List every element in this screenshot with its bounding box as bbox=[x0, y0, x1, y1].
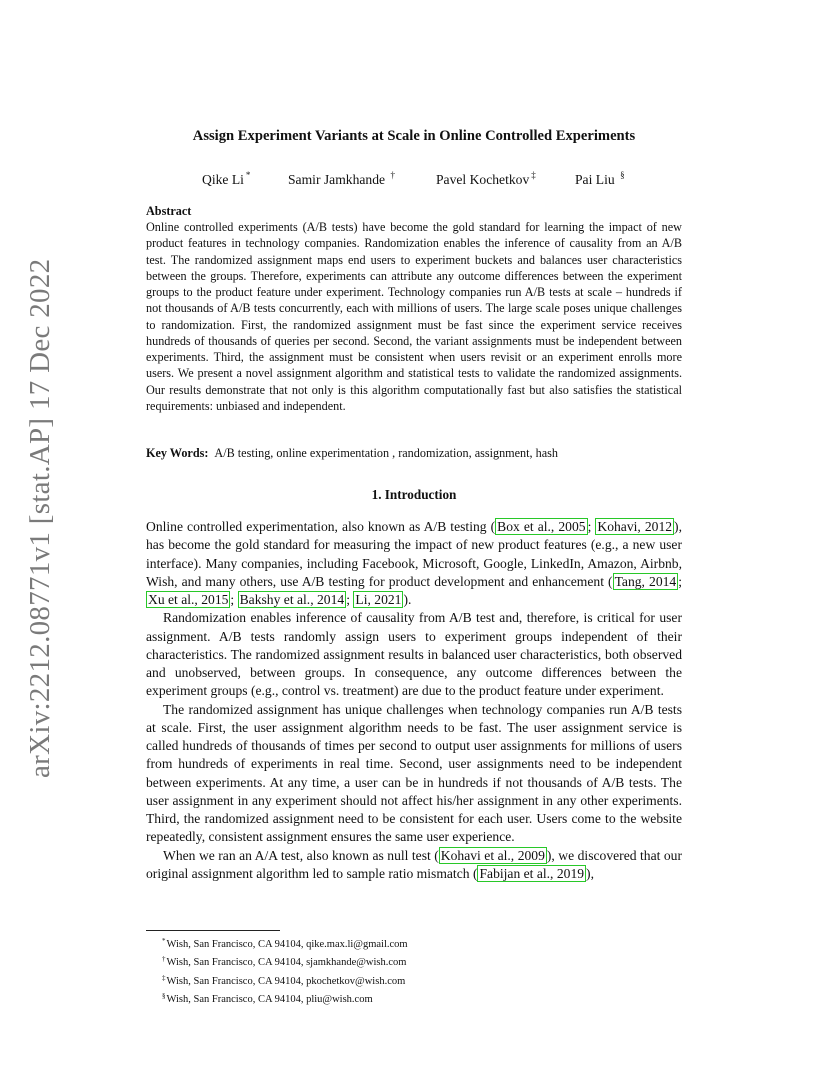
keywords-line bbox=[146, 446, 682, 461]
author-samir-jamkhande: Samir Jamkhande † bbox=[288, 170, 395, 187]
citation-link[interactable]: Kohavi et al., 2009 bbox=[440, 847, 545, 863]
arxiv-identifier-stamp: arXiv:2212.08771v1 [stat.AP] 17 Dec 2022 bbox=[24, 258, 56, 778]
author-pai-liu: Pai Liu § bbox=[575, 170, 625, 187]
paragraph-2: Randomization enables inference of causality from A/B test and, therefore, is critical for user assignment. A/B tests randomly assign users to experiment groups independent of their characteristics. The randomized assignment results in balanced user characteristics, both observed and unobserved, between groups. In consequence, any outcome differences between the experiment groups (e.g., control vs. treatment) are due to the product feature under experiment. bbox=[146, 610, 682, 699]
introduction-body bbox=[146, 518, 682, 883]
author-list bbox=[146, 170, 682, 190]
abstract-text: Online controlled experiments (A/B tests) have become the gold standard for learning the impact of new product features in technology companies. Randomization enables the inference of causality from an A/B test. The randomized assignment maps end users to experiment buckets and balances user characteristics between the groups. Therefore, experiments can attribute any outcome differences between the experiment groups to the product feature under experiment. Technology companies run A/B tests at scale – hundreds if not thousands of A/B tests concurrently, each with millions of users. The large scale poses unique challenges to randomization. First, the randomized assignment must be fast since the experiment service receives hundreds of thousands of queries per second. Second, the variant assignments must be independent between experiments. Third, the assignment must be consistent when users revisit or an experiment enrolls more users. We present a novel assignment algorithm and statistical tests to validate the randomized assignments. Our results demonstrate that not only is this algorithm computationally fast but also satisfies the statistical requirements: unbiased and independent. bbox=[146, 220, 682, 413]
footnotes bbox=[162, 934, 408, 1008]
citation-link[interactable]: Kohavi, 2012 bbox=[597, 519, 673, 534]
citation-link[interactable]: Li, 2021 bbox=[355, 592, 402, 607]
abstract-heading: Abstract bbox=[146, 204, 192, 218]
footnote-item: †Wish, San Francisco, CA 94104, sjamkhande@wish.com bbox=[162, 955, 407, 969]
author-pavel-kochetkov: Pavel Kochetkov ‡ bbox=[436, 170, 536, 187]
paragraph-1: Online controlled experimentation, also known as A/B testing ( Box et al., 2005 ; Kohavi, 2012 ), has become the gold standard for measuring the impact of new product features (e.g., a new user interface). Many companies, including Facebook, Microsoft, Google, LinkedIn, Amazon, Airbnb, Wish, and many others, use A/B testing for product development and enhancement ( Tang, 2014 ; Xu et al., 2015 ; Bakshy et al., 2014 ; Li, 2021 ). bbox=[146, 519, 682, 607]
paragraph-3: The randomized assignment has unique challenges when technology companies run A/B tests at scale. First, the user assignment algorithm needs to be fast. The user assignment service is called hundreds of thousands of times per second to output user assignments for millions of users from hundreds of experiments in real time. Second, user assignments need to be independent between experiments. At any time, a user can be in hundreds if not thousands of A/B tests. The user assignment in any experiment should not affect his/her assignment in any other experiments. Third, the randomized assignment need to be consistent for each user. Users come to the website repeatedly, consistent assignment ensures the same user experience. bbox=[146, 701, 682, 845]
footnote-item: ‡Wish, San Francisco, CA 94104, pkochetkov@wish.com bbox=[162, 973, 406, 987]
citation-link[interactable]: Bakshy et al., 2014 bbox=[239, 592, 345, 607]
author-qike-li: Qike Li * bbox=[202, 170, 251, 187]
footnote-separator bbox=[146, 930, 280, 931]
paper-title: Assign Experiment Variants at Scale in Online Controlled Experiments bbox=[192, 128, 636, 144]
citation-link[interactable]: Box et al., 2005 bbox=[497, 519, 586, 534]
keywords-text: A/B testing, online experimentation , randomization, assignment, hash bbox=[214, 446, 558, 460]
citation-link[interactable]: Fabijan et al., 2019 bbox=[479, 865, 585, 881]
section-heading-introduction: 1. Introduction bbox=[371, 487, 457, 502]
citation-link[interactable]: Tang, 2014 bbox=[614, 573, 677, 589]
footnote-item: §Wish, San Francisco, CA 94104, pliu@wish.com bbox=[162, 992, 373, 1006]
footnote-item: *Wish, San Francisco, CA 94104, qike.max.li@gmail.com bbox=[162, 937, 408, 950]
paragraph-4: When we ran an A/A test, also known as null test ( Kohavi et al., 2009 ), we discovered that our original assignment algorithm led to sample ratio mismatch ( Fabijan et al., 2019 ), bbox=[146, 847, 682, 881]
citation-link[interactable]: Xu et al., 2015 bbox=[148, 592, 229, 607]
keywords-label: Key Words: bbox=[146, 446, 209, 460]
